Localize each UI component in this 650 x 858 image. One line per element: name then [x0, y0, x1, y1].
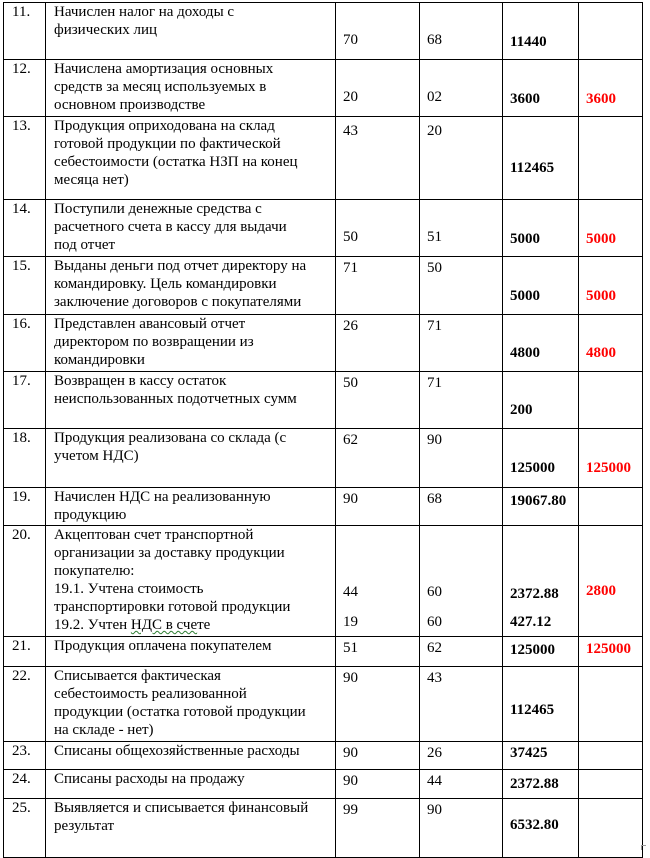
total-wrap	[586, 488, 642, 525]
debit-account-wrap	[343, 315, 419, 371]
entry-number-cell	[4, 315, 46, 372]
border-gap	[543, 514, 551, 518]
description-line: Возвращен в кассу остаток	[54, 373, 227, 389]
credit-account-wrap	[427, 257, 502, 314]
debit-account-value: 90	[343, 491, 358, 507]
entry-number: 15.	[12, 258, 31, 274]
description-line: заключение договоров с покупателями	[54, 294, 302, 310]
credit-account-wrap	[427, 488, 502, 525]
amount-wrap	[510, 742, 578, 769]
debit-account-wrap	[343, 372, 419, 428]
credit-account-value: 71	[427, 375, 442, 391]
credit-account-wrap	[427, 637, 502, 666]
total-value: 5000	[586, 288, 616, 304]
amount-cell	[503, 372, 579, 429]
credit-account-value: 90	[427, 802, 442, 818]
entry-description-cell	[46, 315, 336, 372]
entry-number-cell	[4, 526, 46, 637]
entry-description-cell	[46, 637, 336, 667]
credit-account-wrap	[427, 667, 502, 741]
amount-cell	[503, 60, 579, 117]
entry-number: 21.	[12, 638, 31, 654]
amount-cell	[503, 3, 579, 60]
table-row	[4, 315, 643, 372]
amount-value: 3600	[510, 91, 540, 107]
entry-number-cell	[4, 770, 46, 799]
credit-account-cell	[420, 488, 503, 526]
debit-account-value: 99	[343, 802, 358, 818]
entry-description-cell	[46, 667, 336, 742]
debit-account-wrap	[343, 667, 419, 741]
description-line: 19.1. Учтена стоимость	[54, 581, 204, 597]
amount-cell	[503, 770, 579, 799]
debit-account-value: 70	[343, 32, 358, 48]
total-wrap	[586, 372, 642, 428]
description-line: себестоимость реализованной	[54, 686, 247, 702]
amount-cell	[503, 200, 579, 257]
description-line: Списаны общехозяйственные расходы	[54, 743, 300, 759]
description-line: Выявляется и списывается финансовый	[54, 800, 309, 816]
table-row	[4, 770, 643, 799]
debit-account-cell	[336, 200, 420, 257]
debit-account-cell	[336, 372, 420, 429]
debit-account-value: 26	[343, 318, 358, 334]
description-line: учетом НДС)	[54, 448, 139, 464]
debit-account-wrap	[343, 257, 419, 314]
credit-account-value: 68	[427, 32, 442, 48]
description-line: под отчет	[54, 237, 116, 253]
entry-number: 14.	[12, 201, 31, 217]
credit-account-cell	[420, 3, 503, 60]
entry-number-cell	[4, 372, 46, 429]
credit-account-wrap	[427, 315, 502, 371]
description-line: продукцию	[54, 507, 127, 523]
amount-value: 125000	[510, 642, 555, 658]
amount-wrap	[510, 60, 578, 116]
total-value: 125000	[586, 460, 631, 476]
entry-number: 22.	[12, 668, 31, 684]
entry-description-cell	[46, 117, 336, 200]
debit-account-value: 90	[343, 670, 358, 686]
page-corner-mark	[641, 845, 646, 850]
entry-number-cell	[4, 200, 46, 257]
journal-entries-table	[3, 2, 643, 858]
total-wrap	[586, 117, 642, 199]
amount-wrap	[510, 637, 578, 666]
amount-wrap	[510, 372, 578, 428]
entry-number: 18.	[12, 430, 31, 446]
total-wrap	[586, 799, 642, 857]
debit-account-value: 90	[343, 773, 358, 789]
credit-account-value: 71	[427, 318, 442, 334]
debit-account-value: 90	[343, 745, 358, 761]
debit-account-value: 51	[343, 640, 358, 656]
total-value: 2800	[586, 583, 616, 599]
description-line: готовой продукции по фактической	[54, 136, 281, 152]
credit-account-cell	[420, 315, 503, 372]
total-cell	[579, 637, 643, 667]
debit-account-value: 50	[343, 375, 358, 391]
credit-account-cell	[420, 117, 503, 200]
amount-wrap	[510, 429, 578, 487]
entry-number-cell	[4, 257, 46, 315]
credit-account-wrap	[427, 770, 502, 798]
entry-number-cell	[4, 117, 46, 200]
description-line: Списывается фактическая	[54, 668, 221, 684]
table-row	[4, 117, 643, 200]
table-row	[4, 742, 643, 770]
amount-cell	[503, 526, 579, 637]
total-cell	[579, 526, 643, 637]
debit-account-value: 71	[343, 260, 358, 276]
total-cell	[579, 60, 643, 117]
entry-number: 11.	[12, 4, 31, 20]
entry-description-cell	[46, 742, 336, 770]
credit-account-wrap	[427, 372, 502, 428]
credit-account-wrap	[427, 799, 502, 857]
amount-wrap	[510, 117, 578, 199]
credit-account-value: 51	[427, 229, 442, 245]
amount-cell	[503, 315, 579, 372]
total-cell	[579, 117, 643, 200]
entry-description-cell	[46, 526, 336, 637]
credit-account-cell	[420, 372, 503, 429]
credit-account-cell	[420, 770, 503, 799]
description-line: транспортировки готовой продукции	[54, 599, 291, 615]
credit-account-cell	[420, 60, 503, 117]
entry-number-cell	[4, 667, 46, 742]
debit-account-wrap	[343, 200, 419, 256]
debit-account-value: 62	[343, 432, 358, 448]
credit-account-cell	[420, 429, 503, 488]
total-wrap	[586, 742, 642, 769]
table-row	[4, 200, 643, 257]
amount-cell	[503, 488, 579, 526]
table-row	[4, 3, 643, 60]
description-line: Выданы деньги под отчет директору на	[54, 258, 307, 274]
entry-number-cell	[4, 488, 46, 526]
debit-account-cell	[336, 526, 420, 637]
description-line: директором по возвращении из	[54, 334, 254, 350]
credit-account-cell	[420, 637, 503, 667]
journal-table-body	[4, 3, 643, 858]
debit-account-cell	[336, 770, 420, 799]
debit-account-value: 43	[343, 123, 358, 139]
description-line: командировки	[54, 352, 145, 368]
amount-wrap	[510, 526, 578, 636]
description-line: месяца нет)	[54, 172, 129, 188]
amount-wrap	[510, 667, 578, 741]
entry-description-cell	[46, 3, 336, 60]
amount-wrap	[510, 315, 578, 371]
amount-value: 6532.80	[510, 817, 559, 833]
credit-account-value: 60	[427, 614, 442, 630]
debit-account-cell	[336, 3, 420, 60]
amount-value: 2372.88	[510, 586, 559, 602]
total-value: 5000	[586, 231, 616, 247]
table-row	[4, 60, 643, 117]
debit-account-wrap	[343, 526, 419, 636]
credit-account-value: 50	[427, 260, 442, 276]
total-cell	[579, 315, 643, 372]
description-line: Поступили денежные средства с	[54, 201, 262, 217]
credit-account-wrap	[427, 3, 502, 59]
description-line: покупателю:	[54, 563, 135, 579]
total-wrap	[586, 315, 642, 371]
debit-account-cell	[336, 637, 420, 667]
credit-account-wrap	[427, 200, 502, 256]
entry-description-cell	[46, 257, 336, 315]
entry-number: 24.	[12, 771, 31, 787]
total-wrap	[586, 3, 642, 59]
amount-value: 11440	[510, 34, 547, 50]
debit-account-wrap	[343, 637, 419, 666]
description-line: неиспользованных подотчетных сумм	[54, 391, 297, 407]
total-wrap	[586, 667, 642, 741]
amount-value: 112465	[510, 160, 555, 176]
description-line: организации за доставку продукции	[54, 545, 285, 561]
amount-value: 5000	[510, 288, 540, 304]
credit-account-value: 60	[427, 584, 442, 600]
debit-account-wrap	[343, 429, 419, 487]
total-cell	[579, 372, 643, 429]
entry-number-cell	[4, 429, 46, 488]
total-cell	[579, 429, 643, 488]
total-value: 3600	[586, 91, 616, 107]
entry-number: 25.	[12, 800, 31, 816]
description-line: продукции (остатка готовой продукции	[54, 704, 306, 720]
amount-cell	[503, 429, 579, 488]
credit-account-wrap	[427, 742, 502, 769]
description-line: Представлен авансовый отчет	[54, 316, 246, 332]
amount-cell	[503, 257, 579, 315]
credit-account-wrap	[427, 60, 502, 116]
entry-number-cell	[4, 637, 46, 667]
entry-description-cell	[46, 372, 336, 429]
credit-account-value: 43	[427, 670, 442, 686]
table-row	[4, 526, 643, 637]
spellcheck-underline: НДС в сче	[130, 617, 198, 633]
credit-account-value: 44	[427, 773, 442, 789]
debit-account-wrap	[343, 799, 419, 857]
description-line: средств за месяц используемых в	[54, 79, 267, 95]
debit-account-cell	[336, 315, 420, 372]
amount-cell	[503, 742, 579, 770]
description-line: расчетного счета в кассу для выдачи	[54, 219, 287, 235]
table-row	[4, 667, 643, 742]
amount-wrap	[510, 770, 578, 798]
amount-value: 4800	[510, 345, 540, 361]
entry-number-cell	[4, 742, 46, 770]
entry-number: 12.	[12, 61, 31, 77]
total-wrap	[586, 60, 642, 116]
amount-value: 125000	[510, 460, 555, 476]
description-line: Начислен налог на доходы с	[54, 4, 235, 20]
total-wrap	[586, 257, 642, 314]
total-value: 125000	[586, 641, 631, 657]
description-line: Акцептован счет транспортной	[54, 527, 254, 543]
debit-account-value: 20	[343, 89, 358, 105]
entry-description-cell	[46, 60, 336, 117]
debit-account-cell	[336, 667, 420, 742]
debit-account-wrap	[343, 488, 419, 525]
credit-account-cell	[420, 200, 503, 257]
table-row	[4, 637, 643, 667]
amount-value: 19067.80	[510, 493, 567, 509]
credit-account-cell	[420, 526, 503, 637]
total-cell	[579, 257, 643, 315]
description-line: Списаны расходы на продажу	[54, 771, 245, 787]
description-line: Продукция оприходована на склад	[54, 118, 275, 134]
amount-value: 200	[510, 402, 533, 418]
table-row	[4, 429, 643, 488]
total-cell	[579, 770, 643, 799]
table-row	[4, 372, 643, 429]
entry-number: 13.	[12, 118, 31, 134]
credit-account-cell	[420, 257, 503, 315]
description-line: командировку. Цель командировки	[54, 276, 277, 292]
amount-wrap	[510, 488, 578, 525]
description-line: результат	[54, 818, 115, 834]
entry-number-cell	[4, 60, 46, 117]
amount-cell	[503, 117, 579, 200]
table-row	[4, 488, 643, 526]
entry-description-cell	[46, 770, 336, 799]
total-cell	[579, 200, 643, 257]
total-wrap	[586, 770, 642, 798]
debit-account-cell	[336, 60, 420, 117]
description-line: Начислен НДС на реализованную	[54, 489, 271, 505]
amount-value: 112465	[510, 702, 555, 718]
entry-number: 16.	[12, 316, 31, 332]
entry-number: 23.	[12, 743, 31, 759]
total-wrap	[586, 637, 642, 666]
debit-account-wrap	[343, 742, 419, 769]
amount-cell	[503, 667, 579, 742]
amount-wrap	[510, 257, 578, 314]
description-line: себестоимости (остатка НЗП на конец	[54, 154, 298, 170]
amount-wrap	[510, 799, 578, 857]
entry-description-cell	[46, 488, 336, 526]
credit-account-value: 62	[427, 640, 442, 656]
debit-account-wrap	[343, 60, 419, 116]
entry-description-cell	[46, 200, 336, 257]
description-line: Продукция реализована со склада (с	[54, 430, 287, 446]
amount-wrap	[510, 3, 578, 59]
entry-number: 20.	[12, 527, 31, 543]
entry-number: 17.	[12, 373, 31, 389]
description-line: Начислена амортизация основных	[54, 61, 274, 77]
debit-account-wrap	[343, 770, 419, 798]
credit-account-value: 68	[427, 491, 442, 507]
debit-account-value: 50	[343, 229, 358, 245]
debit-account-wrap	[343, 117, 419, 199]
debit-account-value: 19	[343, 614, 358, 630]
credit-account-value: 90	[427, 432, 442, 448]
credit-account-wrap	[427, 526, 502, 636]
total-cell	[579, 667, 643, 742]
table-row	[4, 257, 643, 315]
debit-account-cell	[336, 117, 420, 200]
credit-account-wrap	[427, 117, 502, 199]
debit-account-cell	[336, 488, 420, 526]
credit-account-value: 20	[427, 123, 442, 139]
credit-account-wrap	[427, 429, 502, 487]
amount-value: 2372.88	[510, 776, 559, 792]
total-wrap	[586, 526, 642, 636]
total-cell	[579, 742, 643, 770]
entry-number-cell	[4, 3, 46, 60]
credit-account-value: 26	[427, 745, 442, 761]
debit-account-cell	[336, 742, 420, 770]
description-line: 19.2. Учтен НДС в счете	[54, 617, 211, 633]
description-line: Продукция оплачена покупателем	[54, 638, 272, 654]
amount-value: 5000	[510, 231, 540, 247]
credit-account-value: 02	[427, 89, 442, 105]
total-wrap	[586, 429, 642, 487]
total-cell	[579, 3, 643, 60]
credit-account-cell	[420, 742, 503, 770]
amount-value: 37425	[510, 745, 548, 761]
amount-value: 427.12	[510, 614, 552, 630]
description-line: физических лиц	[54, 22, 158, 38]
debit-account-wrap	[343, 3, 419, 59]
credit-account-cell	[420, 667, 503, 742]
total-wrap	[586, 200, 642, 256]
total-cell	[579, 488, 643, 526]
description-line: на складе - нет)	[54, 722, 154, 738]
entry-description-cell	[46, 429, 336, 488]
debit-account-cell	[336, 429, 420, 488]
entry-number: 19.	[12, 489, 31, 505]
debit-account-cell	[336, 257, 420, 315]
description-line: основном производстве	[54, 97, 206, 113]
total-value: 4800	[586, 345, 616, 361]
debit-account-value: 44	[343, 584, 358, 600]
amount-wrap	[510, 200, 578, 256]
amount-cell	[503, 637, 579, 667]
